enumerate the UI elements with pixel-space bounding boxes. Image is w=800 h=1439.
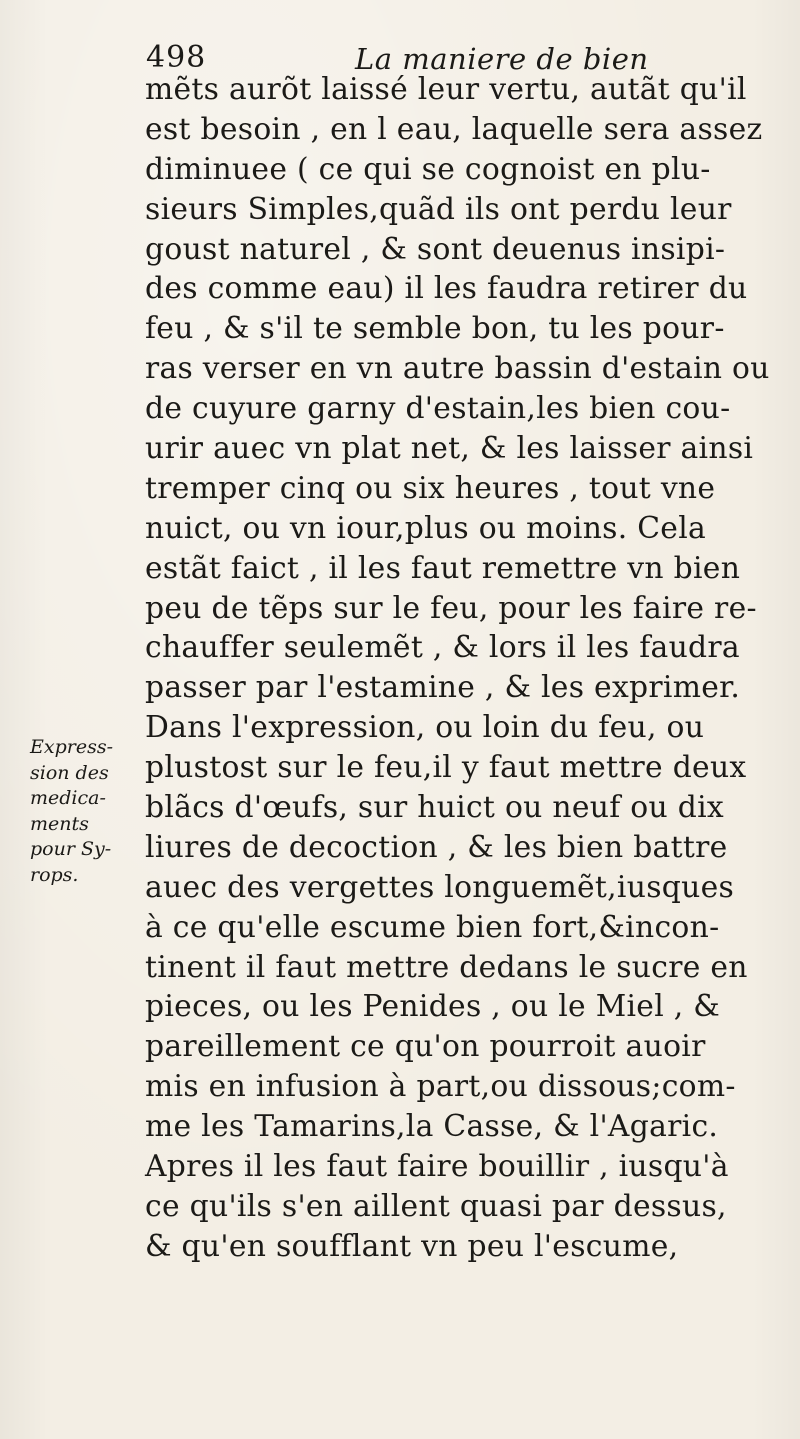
text-line: mis en infusion à part,ou dissous;com- (145, 1069, 736, 1105)
text-line: ce qu'ils s'en aillent quasi par dessus, (145, 1188, 727, 1224)
text-line: & qu'en soufflant vn peu l'escume, (145, 1228, 679, 1264)
text-line: urir auec vn plat net, & les laisser ainsi (145, 431, 754, 467)
text-line: des comme eau) il les faudra retirer du (145, 271, 748, 307)
running-title: La maniere de bien (355, 42, 649, 76)
text-line: peu de tẽps sur le feu, pour les faire re- (145, 590, 757, 626)
text-line: auec des vergettes longuemẽt,iusques (145, 869, 735, 905)
text-line: pieces, ou les Penides , ou le Miel , & (145, 989, 721, 1025)
text-line: Dans l'expression, ou loin du feu, ou (145, 710, 705, 746)
margin-note-line: rops. (30, 863, 79, 886)
text-line: feu , & s'il te semble bon, tu les pour- (145, 311, 725, 347)
margin-note (30, 735, 130, 888)
text-line: mẽts aurõt laissé leur vertu, autãt qu'il (145, 72, 747, 107)
margin-note-line: sion des (30, 761, 109, 784)
text-line: tremper cinq ou six heures , tout vne (145, 470, 716, 506)
text-line: est besoin , en l eau, laquelle sera assez (145, 111, 763, 147)
text-line: liures de decoction , & les bien battre (145, 829, 728, 865)
text-line: blãcs d'œufs, sur huict ou neuf ou dix (145, 790, 724, 826)
text-line: nuict, ou vn iour,plus ou moins. Cela (145, 510, 707, 546)
text-line: diminuee ( ce qui se cognoist en plu- (145, 151, 711, 187)
text-line: pareillement ce qu'on pourroit auoir (145, 1029, 706, 1065)
text-line: Apres il les faut faire bouillir , iusqu'à (145, 1149, 729, 1185)
margin-note-line: Express- (30, 736, 113, 758)
text-line: plustost sur le feu,il y faut mettre deux (145, 750, 747, 786)
text-line: passer par l'estamine , & les exprimer. (145, 670, 741, 706)
text-line: estãt faict , il les faut remettre vn bien (145, 550, 741, 586)
page-number: 498 (146, 40, 207, 75)
margin-note-line: medica- (30, 787, 106, 809)
margin-note-line: ments (30, 812, 89, 835)
text-line: à ce qu'elle escume bien fort,&incon- (145, 909, 720, 945)
text-line: tinent il faut mettre dedans le sucre en (145, 949, 748, 985)
text-line: de cuyure garny d'estain,les bien cou- (145, 391, 731, 427)
margin-note-line: pour Sy- (30, 838, 112, 860)
text-line: me les Tamarins,la Casse, & l'Agaric. (145, 1109, 719, 1145)
body-text (145, 70, 775, 1267)
text-line: goust naturel , & sont deuenus insipi- (145, 231, 726, 267)
text-line: ras verser en vn autre bassin d'estain ou (145, 351, 770, 387)
text-line: sieurs Simples,quãd ils ont perdu leur (145, 191, 732, 227)
text-line: chauffer seulemẽt , & lors il les faudra (145, 630, 740, 666)
